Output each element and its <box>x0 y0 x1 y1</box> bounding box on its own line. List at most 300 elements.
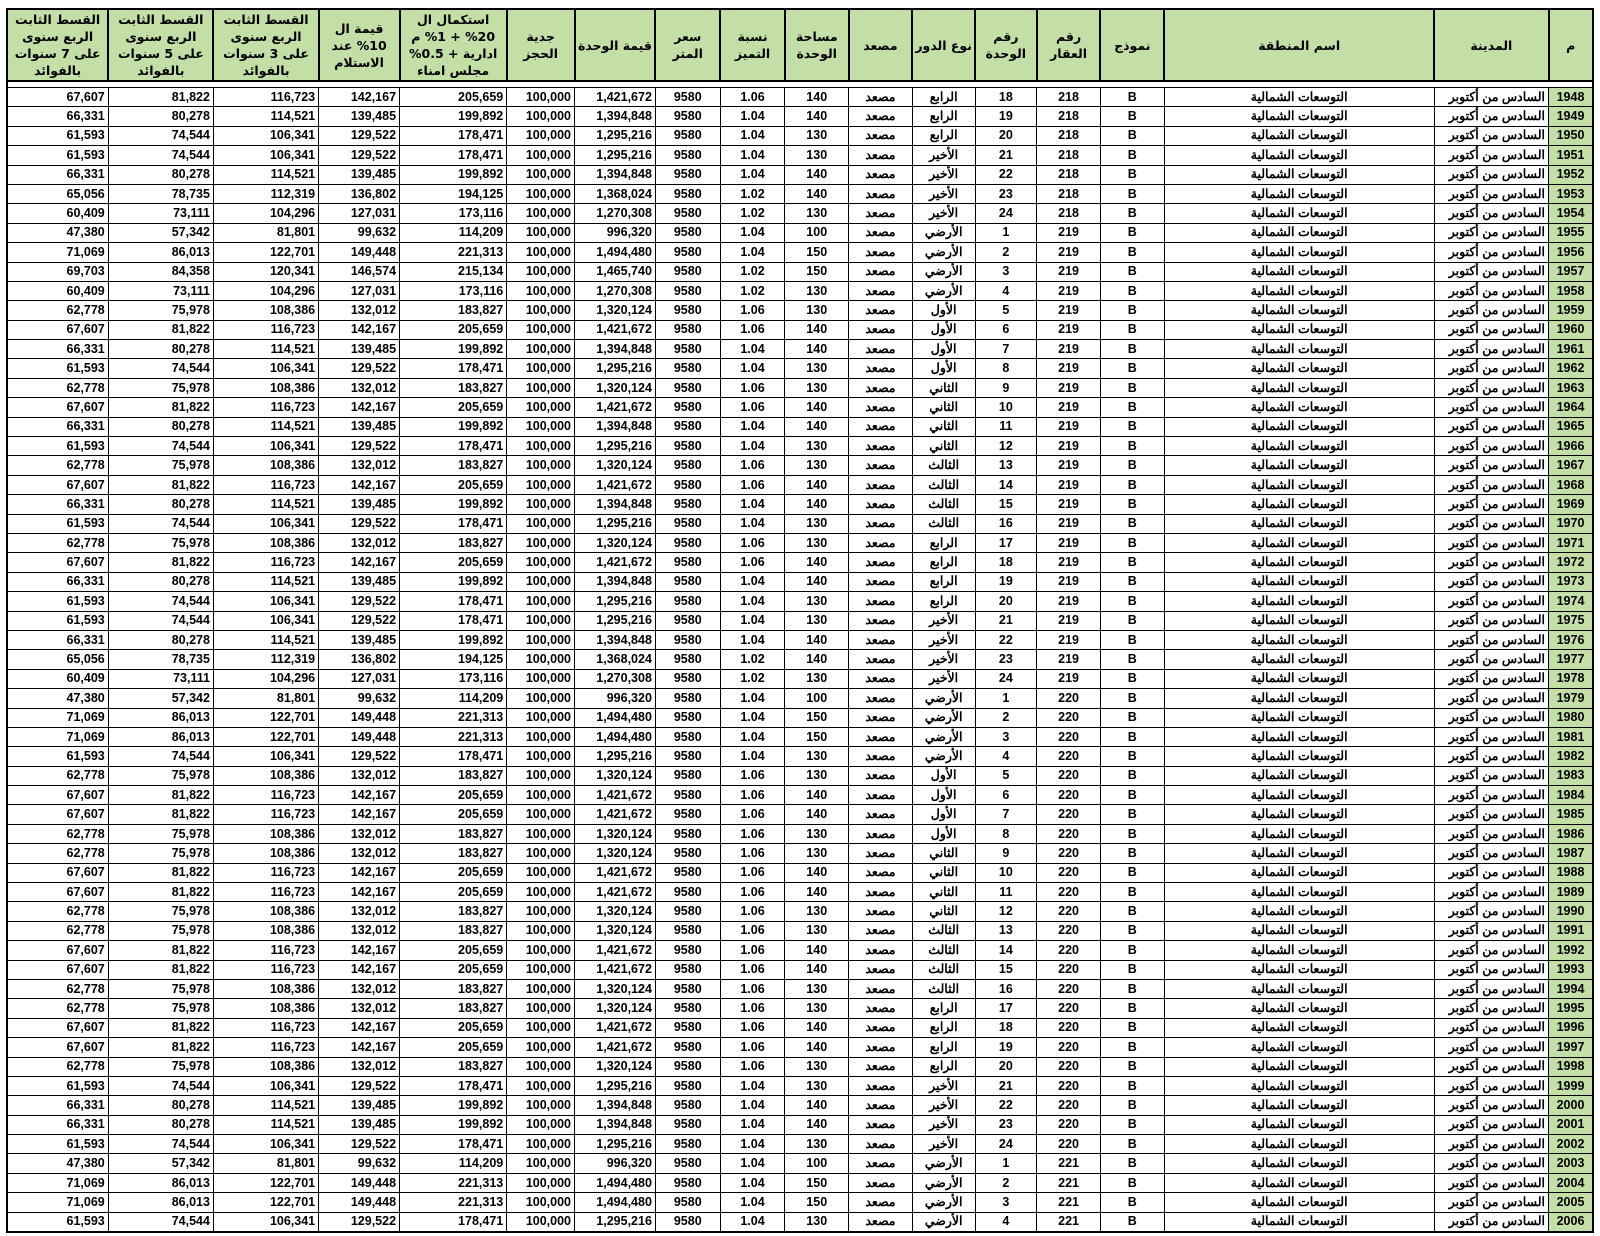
cell-delivery-10: 129,522 <box>319 1135 400 1154</box>
cell-unit: 21 <box>975 611 1037 630</box>
cell-complete-20: 221,313 <box>400 243 507 262</box>
cell-property: 219 <box>1037 475 1101 494</box>
cell-complete-20: 221,313 <box>400 708 507 727</box>
cell-region: التوسعات الشمالية <box>1164 475 1434 494</box>
cell-premium: 1.02 <box>720 650 785 669</box>
cell-city: السادس من أكتوبر <box>1434 941 1548 960</box>
cell-delivery-10: 142,167 <box>319 805 400 824</box>
cell-unit-value: 1,394,848 <box>575 165 656 184</box>
cell-floor: الأخير <box>912 1096 975 1115</box>
cell-region: التوسعات الشمالية <box>1164 844 1434 863</box>
cell-installment-5y: 74,544 <box>108 126 213 145</box>
cell-installment-3y: 81,801 <box>213 223 318 242</box>
cell-meter-price: 9580 <box>655 708 720 727</box>
cell-elevator: مصعد <box>849 630 913 649</box>
cell-installment-7y: 47,380 <box>7 689 108 708</box>
cell-unit: 24 <box>975 1135 1037 1154</box>
cell-installment-3y: 108,386 <box>213 766 318 785</box>
cell-installment-3y: 122,701 <box>213 243 318 262</box>
cell-installment-5y: 86,013 <box>108 708 213 727</box>
cell-booking: 100,000 <box>507 727 575 746</box>
cell-unit: 19 <box>975 107 1037 126</box>
cell-unit-value: 1,320,124 <box>575 844 656 863</box>
cell-city: السادس من أكتوبر <box>1434 88 1548 107</box>
cell-city: السادس من أكتوبر <box>1434 320 1548 339</box>
cell-property: 220 <box>1037 747 1101 766</box>
cell-unit-value: 1,270,308 <box>575 669 656 688</box>
cell-area: 140 <box>785 320 849 339</box>
cell-model: B <box>1100 883 1164 902</box>
cell-area: 130 <box>785 126 849 145</box>
cell-property: 220 <box>1037 1115 1101 1134</box>
cell-installment-7y: 62,778 <box>7 1057 108 1076</box>
cell-delivery-10: 142,167 <box>319 1018 400 1037</box>
cell-delivery-10: 129,522 <box>319 1076 400 1095</box>
cell-premium: 1.04 <box>720 1193 785 1212</box>
cell-installment-3y: 120,341 <box>213 262 318 281</box>
cell-floor: الرابع <box>912 553 975 572</box>
cell-region: التوسعات الشمالية <box>1164 184 1434 203</box>
cell-elevator: مصعد <box>849 766 913 785</box>
cell-installment-7y: 60,409 <box>7 281 108 300</box>
cell-unit-value: 1,421,672 <box>575 1018 656 1037</box>
cell-area: 140 <box>785 1096 849 1115</box>
cell-property: 219 <box>1037 630 1101 649</box>
cell-installment-5y: 74,544 <box>108 1135 213 1154</box>
cell-city: السادس من أكتوبر <box>1434 689 1548 708</box>
table-row <box>7 921 1593 940</box>
cell-booking: 100,000 <box>507 243 575 262</box>
cell-meter-price: 9580 <box>655 475 720 494</box>
table-row <box>7 766 1593 785</box>
cell-delivery-10: 99,632 <box>319 689 400 708</box>
cell-delivery-10: 132,012 <box>319 766 400 785</box>
cell-region: التوسعات الشمالية <box>1164 824 1434 843</box>
cell-unit-value: 1,320,124 <box>575 1057 656 1076</box>
cell-unit: 12 <box>975 437 1037 456</box>
cell-unit-value: 1,295,216 <box>575 1212 656 1232</box>
cell-installment-3y: 108,386 <box>213 456 318 475</box>
cell-elevator: مصعد <box>849 184 913 203</box>
cell-premium: 1.06 <box>720 960 785 979</box>
cell-floor: الثالث <box>912 514 975 533</box>
cell-city: السادس من أكتوبر <box>1434 359 1548 378</box>
cell-area: 140 <box>785 863 849 882</box>
cell-city: السادس من أكتوبر <box>1434 669 1548 688</box>
cell-premium: 1.06 <box>720 1038 785 1057</box>
cell-booking: 100,000 <box>507 999 575 1018</box>
cell-unit-value: 1,494,480 <box>575 1193 656 1212</box>
cell-meter-price: 9580 <box>655 1076 720 1095</box>
cell-delivery-10: 149,448 <box>319 1193 400 1212</box>
cell-unit-value: 1,421,672 <box>575 786 656 805</box>
cell-installment-5y: 75,978 <box>108 824 213 843</box>
cell-complete-20: 205,659 <box>400 1018 507 1037</box>
cell-booking: 100,000 <box>507 1018 575 1037</box>
cell-area: 130 <box>785 766 849 785</box>
cell-unit: 20 <box>975 592 1037 611</box>
cell-elevator: مصعد <box>849 844 913 863</box>
cell-installment-5y: 74,544 <box>108 437 213 456</box>
cell-complete-20: 173,116 <box>400 204 507 223</box>
cell-region: التوسعات الشمالية <box>1164 243 1434 262</box>
cell-model: B <box>1100 708 1164 727</box>
cell-unit-value: 1,394,848 <box>575 340 656 359</box>
cell-installment-7y: 66,331 <box>7 495 108 514</box>
table-row <box>7 999 1593 1018</box>
cell-area: 140 <box>785 1038 849 1057</box>
cell-floor: الثالث <box>912 495 975 514</box>
cell-delivery-10: 129,522 <box>319 437 400 456</box>
cell-idx: 1972 <box>1549 553 1594 572</box>
cell-unit: 3 <box>975 1193 1037 1212</box>
cell-complete-20: 183,827 <box>400 999 507 1018</box>
cell-booking: 100,000 <box>507 1076 575 1095</box>
cell-installment-7y: 67,607 <box>7 805 108 824</box>
table-row <box>7 1076 1593 1095</box>
cell-elevator: مصعد <box>849 747 913 766</box>
cell-property: 219 <box>1037 437 1101 456</box>
cell-model: B <box>1100 1018 1164 1037</box>
cell-model: B <box>1100 592 1164 611</box>
cell-region: التوسعات الشمالية <box>1164 941 1434 960</box>
cell-elevator: مصعد <box>849 1115 913 1134</box>
cell-region: التوسعات الشمالية <box>1164 1154 1434 1173</box>
table-row <box>7 88 1593 107</box>
cell-complete-20: 194,125 <box>400 650 507 669</box>
cell-idx: 1969 <box>1549 495 1594 514</box>
cell-installment-7y: 67,607 <box>7 1018 108 1037</box>
cell-property: 220 <box>1037 1038 1101 1057</box>
cell-model: B <box>1100 417 1164 436</box>
cell-city: السادس من أكتوبر <box>1434 863 1548 882</box>
cell-installment-3y: 116,723 <box>213 398 318 417</box>
cell-complete-20: 183,827 <box>400 301 507 320</box>
cell-premium: 1.04 <box>720 1212 785 1232</box>
cell-delivery-10: 139,485 <box>319 1115 400 1134</box>
cell-city: السادس من أكتوبر <box>1434 979 1548 998</box>
cell-elevator: مصعد <box>849 611 913 630</box>
table-row <box>7 107 1593 126</box>
cell-unit: 4 <box>975 281 1037 300</box>
cell-complete-20: 205,659 <box>400 1038 507 1057</box>
cell-booking: 100,000 <box>507 611 575 630</box>
cell-city: السادس من أكتوبر <box>1434 999 1548 1018</box>
cell-unit-value: 1,421,672 <box>575 805 656 824</box>
cell-unit: 14 <box>975 475 1037 494</box>
cell-booking: 100,000 <box>507 262 575 281</box>
cell-area: 140 <box>785 107 849 126</box>
cell-elevator: مصعد <box>849 786 913 805</box>
cell-floor: الرابع <box>912 572 975 591</box>
cell-area: 140 <box>785 630 849 649</box>
cell-region: التوسعات الشمالية <box>1164 689 1434 708</box>
cell-installment-3y: 114,521 <box>213 107 318 126</box>
cell-elevator: مصعد <box>849 340 913 359</box>
cell-elevator: مصعد <box>849 262 913 281</box>
header-unit: رقم الوحدة <box>975 9 1037 81</box>
cell-unit: 17 <box>975 999 1037 1018</box>
cell-unit-value: 1,421,672 <box>575 553 656 572</box>
cell-complete-20: 194,125 <box>400 184 507 203</box>
cell-elevator: مصعد <box>849 572 913 591</box>
cell-unit-value: 1,368,024 <box>575 184 656 203</box>
cell-model: B <box>1100 824 1164 843</box>
cell-installment-5y: 73,111 <box>108 669 213 688</box>
cell-installment-7y: 61,593 <box>7 514 108 533</box>
cell-meter-price: 9580 <box>655 572 720 591</box>
cell-area: 100 <box>785 1154 849 1173</box>
cell-unit: 20 <box>975 126 1037 145</box>
cell-idx: 2003 <box>1549 1154 1594 1173</box>
cell-booking: 100,000 <box>507 378 575 397</box>
cell-booking: 100,000 <box>507 824 575 843</box>
cell-booking: 100,000 <box>507 650 575 669</box>
cell-complete-20: 205,659 <box>400 553 507 572</box>
cell-installment-5y: 80,278 <box>108 165 213 184</box>
cell-elevator: مصعد <box>849 592 913 611</box>
cell-property: 220 <box>1037 883 1101 902</box>
cell-area: 140 <box>785 941 849 960</box>
cell-model: B <box>1100 1135 1164 1154</box>
cell-installment-5y: 75,978 <box>108 844 213 863</box>
cell-unit-value: 1,320,124 <box>575 378 656 397</box>
cell-elevator: مصعد <box>849 1193 913 1212</box>
cell-elevator: مصعد <box>849 941 913 960</box>
cell-city: السادس من أكتوبر <box>1434 805 1548 824</box>
cell-floor: الأرضي <box>912 262 975 281</box>
cell-installment-3y: 106,341 <box>213 437 318 456</box>
cell-model: B <box>1100 204 1164 223</box>
table-row <box>7 301 1593 320</box>
cell-unit: 11 <box>975 883 1037 902</box>
cell-unit-value: 1,494,480 <box>575 243 656 262</box>
cell-model: B <box>1100 902 1164 921</box>
cell-elevator: مصعد <box>849 727 913 746</box>
cell-delivery-10: 142,167 <box>319 88 400 107</box>
cell-unit-value: 1,421,672 <box>575 883 656 902</box>
cell-booking: 100,000 <box>507 902 575 921</box>
cell-installment-7y: 71,069 <box>7 1173 108 1192</box>
cell-property: 219 <box>1037 495 1101 514</box>
cell-region: التوسعات الشمالية <box>1164 340 1434 359</box>
table-row <box>7 689 1593 708</box>
cell-unit: 4 <box>975 1212 1037 1232</box>
cell-installment-3y: 122,701 <box>213 1193 318 1212</box>
cell-floor: الأرضي <box>912 281 975 300</box>
cell-idx: 1965 <box>1549 417 1594 436</box>
cell-property: 219 <box>1037 340 1101 359</box>
cell-installment-7y: 66,331 <box>7 1096 108 1115</box>
cell-floor: الرابع <box>912 107 975 126</box>
cell-city: السادس من أكتوبر <box>1434 1173 1548 1192</box>
cell-installment-5y: 81,822 <box>108 320 213 339</box>
header-installment-3y: القسط الثابت الربع سنوى على 3 سنوات بالفوائد <box>213 9 318 81</box>
cell-delivery-10: 132,012 <box>319 533 400 552</box>
cell-property: 218 <box>1037 88 1101 107</box>
cell-city: السادس من أكتوبر <box>1434 475 1548 494</box>
cell-booking: 100,000 <box>507 437 575 456</box>
cell-region: التوسعات الشمالية <box>1164 146 1434 165</box>
cell-city: السادس من أكتوبر <box>1434 204 1548 223</box>
cell-model: B <box>1100 475 1164 494</box>
cell-delivery-10: 136,802 <box>319 650 400 669</box>
cell-idx: 1986 <box>1549 824 1594 843</box>
cell-installment-7y: 62,778 <box>7 999 108 1018</box>
cell-complete-20: 178,471 <box>400 359 507 378</box>
cell-idx: 1963 <box>1549 378 1594 397</box>
cell-floor: الرابع <box>912 533 975 552</box>
cell-model: B <box>1100 786 1164 805</box>
cell-delivery-10: 139,485 <box>319 417 400 436</box>
cell-installment-5y: 81,822 <box>108 960 213 979</box>
cell-meter-price: 9580 <box>655 611 720 630</box>
cell-elevator: مصعد <box>849 1076 913 1095</box>
cell-delivery-10: 142,167 <box>319 863 400 882</box>
cell-idx: 1960 <box>1549 320 1594 339</box>
table-row <box>7 883 1593 902</box>
cell-region: التوسعات الشمالية <box>1164 107 1434 126</box>
cell-unit-value: 1,320,124 <box>575 766 656 785</box>
cell-idx: 1981 <box>1549 727 1594 746</box>
cell-property: 219 <box>1037 378 1101 397</box>
cell-area: 150 <box>785 708 849 727</box>
cell-complete-20: 221,313 <box>400 727 507 746</box>
cell-property: 220 <box>1037 1076 1101 1095</box>
header-premium: نسبة التميز <box>720 9 785 81</box>
cell-booking: 100,000 <box>507 1096 575 1115</box>
cell-idx: 1987 <box>1549 844 1594 863</box>
cell-installment-5y: 80,278 <box>108 630 213 649</box>
cell-region: التوسعات الشمالية <box>1164 766 1434 785</box>
cell-installment-3y: 112,319 <box>213 184 318 203</box>
cell-installment-3y: 106,341 <box>213 126 318 145</box>
cell-installment-5y: 75,978 <box>108 979 213 998</box>
cell-installment-7y: 71,069 <box>7 1193 108 1212</box>
cell-installment-7y: 71,069 <box>7 243 108 262</box>
cell-elevator: مصعد <box>849 921 913 940</box>
cell-unit-value: 996,320 <box>575 1154 656 1173</box>
cell-installment-5y: 74,544 <box>108 514 213 533</box>
cell-premium: 1.04 <box>720 223 785 242</box>
cell-region: التوسعات الشمالية <box>1164 805 1434 824</box>
table-row <box>7 243 1593 262</box>
cell-booking: 100,000 <box>507 223 575 242</box>
cell-floor: الرابع <box>912 126 975 145</box>
cell-installment-3y: 106,341 <box>213 1135 318 1154</box>
cell-installment-3y: 116,723 <box>213 960 318 979</box>
cell-booking: 100,000 <box>507 533 575 552</box>
table-row <box>7 592 1593 611</box>
cell-delivery-10: 99,632 <box>319 1154 400 1173</box>
cell-city: السادس من أكتوبر <box>1434 960 1548 979</box>
cell-installment-5y: 74,544 <box>108 1076 213 1095</box>
cell-unit: 23 <box>975 650 1037 669</box>
cell-model: B <box>1100 630 1164 649</box>
cell-idx: 1984 <box>1549 786 1594 805</box>
cell-city: السادس من أكتوبر <box>1434 727 1548 746</box>
cell-meter-price: 9580 <box>655 184 720 203</box>
cell-installment-7y: 61,593 <box>7 437 108 456</box>
cell-property: 220 <box>1037 921 1101 940</box>
cell-unit: 7 <box>975 805 1037 824</box>
cell-idx: 1973 <box>1549 572 1594 591</box>
cell-booking: 100,000 <box>507 553 575 572</box>
cell-idx: 2005 <box>1549 1193 1594 1212</box>
header-delivery-10: قيمة ال 10% عند الاستلام <box>319 9 400 81</box>
cell-installment-7y: 61,593 <box>7 359 108 378</box>
cell-premium: 1.04 <box>720 1135 785 1154</box>
cell-installment-5y: 74,544 <box>108 1212 213 1232</box>
cell-region: التوسعات الشمالية <box>1164 126 1434 145</box>
cell-unit-value: 996,320 <box>575 223 656 242</box>
cell-idx: 1968 <box>1549 475 1594 494</box>
cell-booking: 100,000 <box>507 844 575 863</box>
cell-installment-5y: 75,978 <box>108 1057 213 1076</box>
cell-installment-7y: 47,380 <box>7 1154 108 1173</box>
cell-idx: 1967 <box>1549 456 1594 475</box>
cell-area: 130 <box>785 747 849 766</box>
cell-premium: 1.06 <box>720 88 785 107</box>
cell-unit-value: 1,320,124 <box>575 999 656 1018</box>
cell-premium: 1.06 <box>720 320 785 339</box>
cell-unit: 16 <box>975 514 1037 533</box>
cell-floor: الأول <box>912 340 975 359</box>
cell-elevator: مصعد <box>849 669 913 688</box>
cell-installment-7y: 67,607 <box>7 320 108 339</box>
cell-installment-5y: 81,822 <box>108 398 213 417</box>
cell-city: السادس من أكتوبر <box>1434 184 1548 203</box>
cell-idx: 1999 <box>1549 1076 1594 1095</box>
cell-floor: الثاني <box>912 902 975 921</box>
cell-unit-value: 1,320,124 <box>575 301 656 320</box>
cell-premium: 1.04 <box>720 417 785 436</box>
cell-booking: 100,000 <box>507 281 575 300</box>
header-model: نموذج <box>1100 9 1164 81</box>
cell-booking: 100,000 <box>507 747 575 766</box>
cell-city: السادس من أكتوبر <box>1434 456 1548 475</box>
cell-complete-20: 178,471 <box>400 747 507 766</box>
cell-idx: 2000 <box>1549 1096 1594 1115</box>
cell-delivery-10: 149,448 <box>319 1173 400 1192</box>
cell-booking: 100,000 <box>507 126 575 145</box>
cell-complete-20: 178,471 <box>400 1135 507 1154</box>
cell-installment-5y: 80,278 <box>108 572 213 591</box>
cell-region: التوسعات الشمالية <box>1164 921 1434 940</box>
cell-region: التوسعات الشمالية <box>1164 262 1434 281</box>
cell-complete-20: 205,659 <box>400 398 507 417</box>
header-city: المدينة <box>1434 9 1548 81</box>
cell-region: التوسعات الشمالية <box>1164 456 1434 475</box>
cell-unit-value: 1,320,124 <box>575 902 656 921</box>
cell-property: 221 <box>1037 1212 1101 1232</box>
table-row <box>7 611 1593 630</box>
cell-idx: 1958 <box>1549 281 1594 300</box>
cell-floor: الأرضي <box>912 223 975 242</box>
cell-booking: 100,000 <box>507 398 575 417</box>
cell-idx: 1990 <box>1549 902 1594 921</box>
cell-delivery-10: 127,031 <box>319 669 400 688</box>
cell-property: 220 <box>1037 766 1101 785</box>
cell-meter-price: 9580 <box>655 902 720 921</box>
cell-premium: 1.04 <box>720 495 785 514</box>
cell-installment-7y: 61,593 <box>7 126 108 145</box>
header-elevator: مصعد <box>849 9 913 81</box>
cell-booking: 100,000 <box>507 107 575 126</box>
cell-model: B <box>1100 999 1164 1018</box>
cell-booking: 100,000 <box>507 1135 575 1154</box>
cell-region: التوسعات الشمالية <box>1164 902 1434 921</box>
